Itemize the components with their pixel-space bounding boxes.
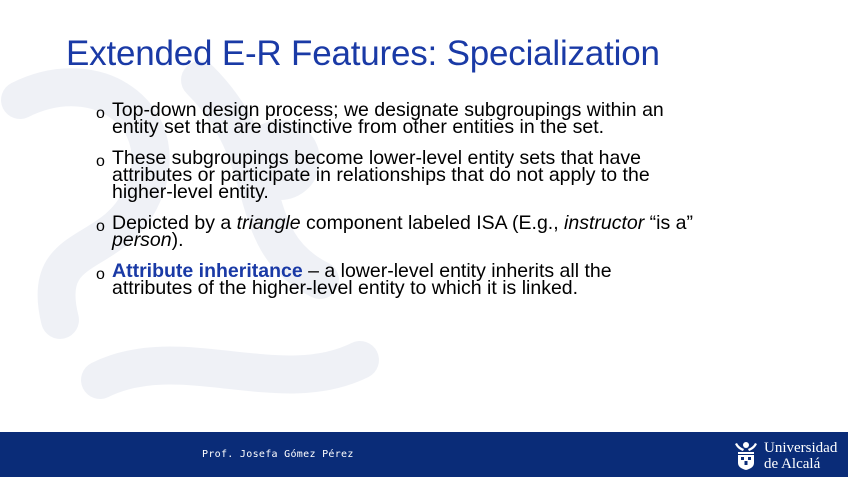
author-name: Prof. Josefa Gómez Pérez <box>202 449 354 460</box>
bullet-marker: o <box>96 266 105 283</box>
bullet-list <box>96 99 696 311</box>
text-run: – a lower-level entity inherits all the attributes of the higher-level entity to which it is linked. <box>112 260 612 299</box>
bullet-text: These subgroupings become lower-level entity sets that have attributes or participate in relationships that do not apply to the higher-level entity. <box>112 147 650 203</box>
bullet-marker: o <box>96 218 105 235</box>
slide-title: Extended E-R Features: Specialization <box>66 34 660 73</box>
keyword-term: Attribute inheritance <box>112 260 303 282</box>
italic-term: triangle <box>236 212 301 234</box>
text-run: component labeled ISA (E.g., <box>300 212 565 234</box>
text-run: Depicted by a <box>112 212 237 234</box>
logo-line-1: Universidad <box>764 440 838 456</box>
bullet-marker: o <box>96 153 105 170</box>
bullet-text <box>112 212 693 251</box>
logo-line-2: de Alcalá <box>764 456 821 472</box>
footer-bar <box>0 432 848 477</box>
text-run: ). <box>171 229 184 251</box>
logo-text <box>764 440 837 472</box>
text-run: “is a” <box>644 212 693 234</box>
bullet-item <box>96 212 696 251</box>
italic-term: instructor <box>564 212 645 234</box>
university-crest-icon <box>733 439 759 471</box>
bullet-marker: o <box>96 105 105 122</box>
bullet-text <box>112 260 612 299</box>
bullet-item <box>96 99 696 138</box>
bullet-item <box>96 147 696 203</box>
bullet-text: Top-down design process; we designate subgroupings within an entity set that are distinctive from other entities in the set. <box>112 99 664 138</box>
bullet-item <box>96 260 696 299</box>
university-logo <box>733 437 843 473</box>
italic-term: person <box>112 229 172 251</box>
